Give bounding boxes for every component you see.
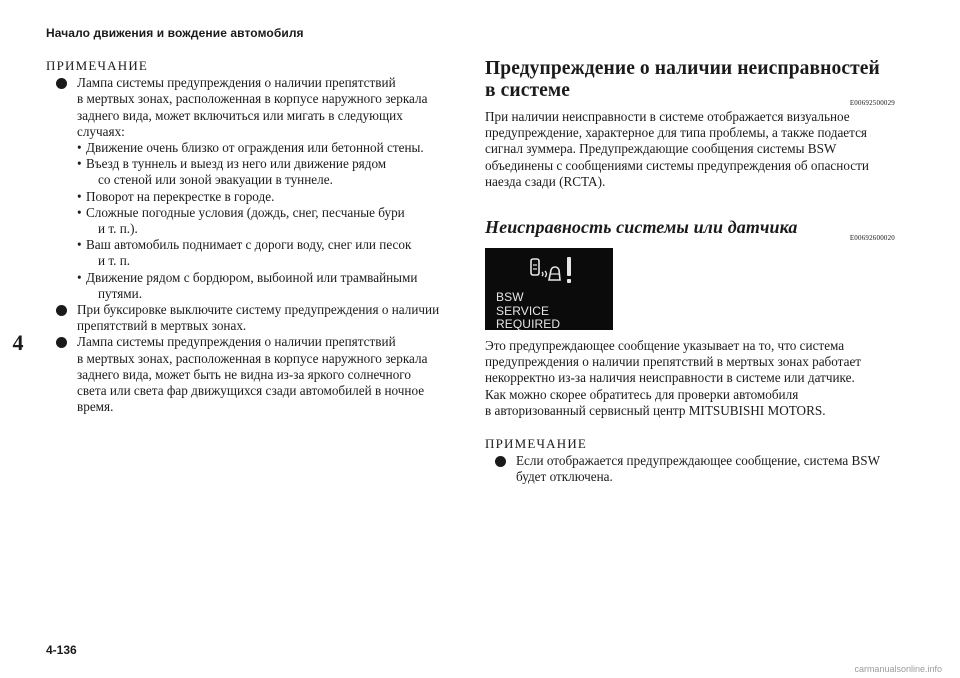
text-line: Сложные погодные условия (дождь, снег, песчаные бури bbox=[86, 204, 405, 220]
text-line: Лампа системы предупреждения о наличии препятствий bbox=[77, 334, 396, 350]
left-column bbox=[46, 58, 456, 415]
text-line: в мертвых зонах, расположенная в корпусе наружного зеркала bbox=[77, 350, 428, 366]
note-label: ПРИМЕЧАНИЕ bbox=[46, 58, 149, 73]
subsection-paragraph bbox=[485, 338, 895, 419]
text-line: препятствий в мертвых зонах. bbox=[77, 318, 247, 334]
bullet-dot-icon bbox=[56, 305, 67, 316]
note-bullet-2 bbox=[46, 302, 456, 334]
text-line: Лампа системы предупреждения о наличии препятствий bbox=[77, 75, 396, 91]
display-line-service: SERVICE REQUIRED bbox=[496, 303, 561, 332]
note-bullet-1 bbox=[46, 75, 456, 302]
text-line: При буксировке выключите систему предупреждения о наличии bbox=[77, 302, 440, 318]
section-title-line: в системе bbox=[485, 80, 571, 101]
condition-list bbox=[77, 140, 456, 302]
section-title bbox=[485, 58, 895, 102]
bullet-dot-icon bbox=[56, 78, 67, 89]
text-line: Движение рядом с бордюром, выбоиной или трамвайными bbox=[86, 269, 418, 285]
text-line: будет отключена. bbox=[516, 469, 613, 485]
subsection-title: Неисправность системы или датчика bbox=[485, 217, 798, 238]
text-line: со стеной или зоной эвакуации в туннеле. bbox=[98, 172, 333, 188]
condition-item bbox=[77, 270, 456, 302]
text-line: Как можно скорее обратитесь для проверки автомобиля bbox=[485, 386, 799, 402]
watermark: carmanualsonline.info bbox=[854, 664, 942, 674]
text-line: Ваш автомобиль поднимает с дороги воду, снег или песок bbox=[86, 237, 412, 253]
subsection-code: E00692600020 bbox=[849, 234, 895, 243]
condition-item bbox=[77, 140, 456, 156]
condition-item bbox=[77, 205, 456, 237]
text-line: объединены с сообщениями системы предупреждения об опасности bbox=[485, 157, 869, 173]
section-title-line: Предупреждение о наличии неисправностей bbox=[485, 58, 880, 79]
bullet-dot-icon bbox=[56, 337, 67, 348]
condition-item bbox=[77, 156, 456, 188]
text-line: Въезд в туннель и выезд из него или движение рядом bbox=[86, 156, 387, 172]
text-line: некорректно из-за наличия неисправности в системе или датчике. bbox=[485, 370, 855, 386]
condition-item bbox=[77, 189, 456, 205]
text-line: и т. п.). bbox=[98, 221, 138, 237]
section-code: E00692500029 bbox=[849, 99, 895, 107]
text-line: в мертвых зонах, расположенная в корпусе наружного зеркала bbox=[77, 91, 428, 107]
text-line: предупреждение, характерное для типа проблемы, а также подается bbox=[485, 125, 867, 141]
text-line: заднего вида, может включиться или мигать в следующих bbox=[77, 107, 403, 123]
text-line: Если отображается предупреждающее сообщение, система BSW bbox=[516, 453, 881, 469]
text-line: сигнал зуммера. Предупреждающие сообщения системы BSW bbox=[485, 141, 837, 157]
text-line: время. bbox=[77, 399, 114, 415]
chapter-tab: 4 bbox=[12, 330, 24, 355]
text-line: света или света фар движущихся сзади автомобилей в ночное bbox=[77, 383, 425, 399]
text-line: При наличии неисправности в системе отображается визуальное bbox=[485, 109, 850, 124]
text-line: путями. bbox=[98, 285, 143, 301]
note-label: ПРИМЕЧАНИЕ bbox=[485, 436, 588, 452]
text-line: наезда сзади (RCTA). bbox=[485, 173, 606, 189]
text-line: случаях: bbox=[77, 123, 125, 139]
text-line: Поворот на перекрестке в городе. bbox=[86, 188, 275, 204]
page-number: 4-136 bbox=[46, 643, 77, 657]
note-bullet-1-text bbox=[77, 75, 456, 140]
text-line: Движение очень близко от ограждения или бетонной стены. bbox=[86, 140, 424, 156]
bsw-warning-icon bbox=[530, 256, 578, 286]
running-header: Начало движения и вождение автомобиля bbox=[46, 26, 304, 40]
text-line: заднего вида, может быть не видна из-за яркого солнечного bbox=[77, 366, 411, 382]
text-line: и т. п. bbox=[98, 253, 131, 269]
section-paragraph bbox=[485, 109, 895, 190]
display-line-bsw: BSW bbox=[496, 290, 524, 305]
text-line: Это предупреждающее сообщение указывает на то, что система bbox=[485, 338, 845, 354]
bsw-display-text bbox=[496, 291, 613, 332]
right-column bbox=[485, 58, 895, 486]
condition-item bbox=[77, 237, 456, 269]
note-bullet-3 bbox=[46, 334, 456, 415]
bsw-display-panel bbox=[485, 248, 613, 330]
text-line: в авторизованный сервисный центр MITSUBISHI MOTORS. bbox=[485, 402, 826, 418]
note-bullet-right bbox=[485, 453, 895, 485]
text-line: предупреждения о наличии препятствий в мертвых зонах работает bbox=[485, 354, 862, 370]
bullet-dot-icon bbox=[495, 456, 506, 467]
